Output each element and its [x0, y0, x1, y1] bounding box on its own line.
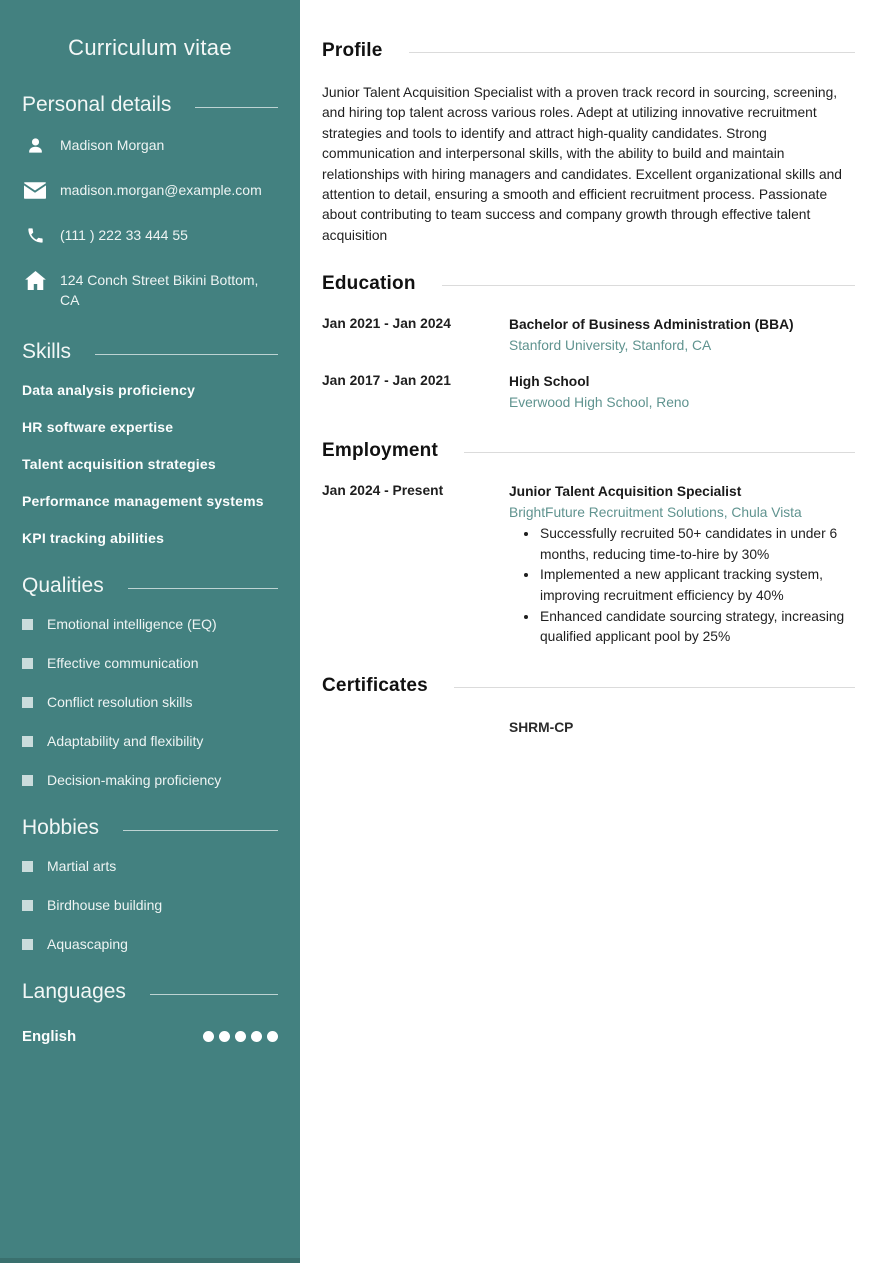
level-dot-icon — [267, 1031, 278, 1042]
heading-rule — [95, 354, 278, 355]
contact-item-name — [22, 135, 278, 155]
heading-rule — [464, 452, 855, 453]
employment-heading — [322, 440, 855, 462]
skill-item: Data analysis proficiency — [22, 382, 196, 398]
employment-details — [509, 482, 855, 648]
contact-address-text: 124 Conch Street Bikini Bottom, CA — [60, 272, 259, 308]
education-degree: Bachelor of Business Administration (BBA) — [509, 317, 794, 333]
languages-heading-label: Languages — [22, 980, 126, 1003]
hobby-item-label: Birdhouse building — [47, 897, 163, 913]
certificate-entries — [322, 717, 855, 735]
contact-item-phone — [22, 225, 278, 245]
certificates-heading-label: Certificates — [322, 674, 428, 696]
contact-email-text: madison.morgan@example.com — [60, 182, 262, 198]
quality-item-label: Effective communication — [47, 655, 199, 671]
qualities-heading — [22, 574, 278, 598]
sidebar-bottom-strip — [0, 1258, 300, 1263]
main-content — [300, 0, 893, 1263]
skill-item: Talent acquisition strategies — [22, 456, 216, 472]
profile-heading — [322, 40, 855, 62]
skills-list — [22, 382, 278, 546]
language-level-dots — [203, 1031, 278, 1042]
achievement-item: • Implemented a new applicant tracking system, improving recruitment efficiency by 40% — [539, 565, 855, 606]
heading-rule — [442, 285, 855, 286]
contact-item-email — [22, 180, 278, 200]
square-bullet-icon — [22, 619, 33, 630]
hobbies-heading — [22, 816, 278, 840]
quality-item — [22, 733, 278, 749]
education-details — [509, 315, 855, 356]
education-entry — [322, 315, 855, 356]
education-period: Jan 2017 - Jan 2021 — [322, 373, 451, 389]
education-institution: Stanford University, Stanford, CA — [509, 338, 712, 354]
quality-item-label: Conflict resolution skills — [47, 694, 193, 710]
level-dot-icon — [203, 1031, 214, 1042]
level-dot-icon — [235, 1031, 246, 1042]
hobby-item — [22, 897, 278, 913]
level-dot-icon — [251, 1031, 262, 1042]
personal-details-heading — [22, 93, 278, 117]
square-bullet-icon — [22, 736, 33, 747]
education-heading — [322, 273, 855, 295]
certificates-heading — [322, 675, 855, 697]
employment-entries — [322, 482, 855, 648]
contact-list — [22, 135, 278, 310]
heading-rule — [150, 994, 278, 995]
hobby-item — [22, 858, 278, 874]
user-icon — [24, 135, 46, 155]
employment-job-title: Junior Talent Acquisition Specialist — [509, 484, 742, 500]
quality-item — [22, 655, 278, 671]
education-entries — [322, 315, 855, 413]
education-details — [509, 372, 855, 413]
skill-item: KPI tracking abilities — [22, 530, 165, 546]
square-bullet-icon — [22, 775, 33, 786]
skills-heading — [22, 340, 278, 364]
skill-item: Performance management systems — [22, 493, 264, 509]
certificate-entry — [322, 717, 855, 735]
cv-title: Curriculum vitae — [68, 35, 232, 60]
sidebar — [0, 0, 300, 1263]
quality-item-label: Decision-making proficiency — [47, 772, 222, 788]
skill-item: HR software expertise — [22, 419, 174, 435]
education-heading-label: Education — [322, 273, 416, 295]
quality-item — [22, 694, 278, 710]
language-name: English — [22, 1028, 77, 1045]
profile-heading-label: Profile — [322, 40, 383, 61]
hobby-item-label: Aquascaping — [47, 936, 128, 952]
skills-heading-label: Skills — [22, 340, 72, 363]
heading-rule — [123, 830, 278, 831]
hobby-item — [22, 936, 278, 952]
education-degree: High School — [509, 374, 590, 390]
qualities-list — [22, 616, 278, 788]
languages-heading — [22, 980, 278, 1004]
hobby-item-label: Martial arts — [47, 858, 117, 874]
qualities-heading-label: Qualities — [22, 574, 104, 597]
quality-item — [22, 772, 278, 788]
certificate-name: SHRM-CP — [509, 719, 574, 735]
phone-icon — [24, 225, 46, 245]
heading-rule — [195, 107, 278, 108]
employment-entry — [322, 482, 855, 648]
certificate-period — [322, 717, 509, 735]
personal-details-heading-label: Personal details — [22, 93, 172, 116]
heading-rule — [409, 52, 855, 53]
employment-company: BrightFuture Recruitment Solutions, Chula Vista — [509, 505, 802, 521]
quality-item-label: Adaptability and flexibility — [47, 733, 204, 749]
square-bullet-icon — [22, 939, 33, 950]
square-bullet-icon — [22, 861, 33, 872]
employment-section — [322, 440, 855, 648]
education-period: Jan 2021 - Jan 2024 — [322, 316, 451, 332]
contact-name-text: Madison Morgan — [60, 137, 165, 153]
home-icon — [24, 270, 46, 290]
employment-achievements — [509, 524, 855, 648]
quality-item — [22, 616, 278, 632]
certificates-section — [322, 675, 855, 735]
square-bullet-icon — [22, 697, 33, 708]
quality-item-label: Emotional intelligence (EQ) — [47, 616, 217, 632]
education-institution: Everwood High School, Reno — [509, 395, 690, 411]
employment-period: Jan 2024 - Present — [322, 483, 444, 499]
achievement-item: • Successfully recruited 50+ candidates in under 6 months, reducing time-to-hire by 30% — [539, 524, 855, 565]
heading-rule — [128, 588, 278, 589]
heading-rule — [454, 687, 855, 688]
hobbies-list — [22, 858, 278, 952]
language-row — [22, 1028, 278, 1045]
employment-heading-label: Employment — [322, 440, 439, 462]
square-bullet-icon — [22, 658, 33, 669]
profile-text: Junior Talent Acquisition Specialist with a proven track record in sourcing, screening, and hiring top talent across various roles. Adept at utilizing innovative recruitment strategies and tools to identify and attract high-quality candidates. Strong communication and interpersonal skills, with the ability to build and maintain relationships with hiring managers and candidates. Excellent organizational skills and attention to detail, ensuring a smooth and efficient recruitment process. Passionate about contributing to team success and company growth through effective talent acquisition — [322, 85, 842, 243]
contact-phone-text: (111 ) 222 33 444 55 — [60, 227, 188, 243]
square-bullet-icon — [22, 900, 33, 911]
education-entry — [322, 372, 855, 413]
education-section — [322, 273, 855, 413]
contact-item-address — [22, 270, 278, 310]
hobbies-heading-label: Hobbies — [22, 816, 100, 839]
achievement-item: • Enhanced candidate sourcing strategy, increasing qualified applicant pool by 25% — [539, 607, 855, 648]
level-dot-icon — [219, 1031, 230, 1042]
email-icon — [24, 180, 46, 200]
